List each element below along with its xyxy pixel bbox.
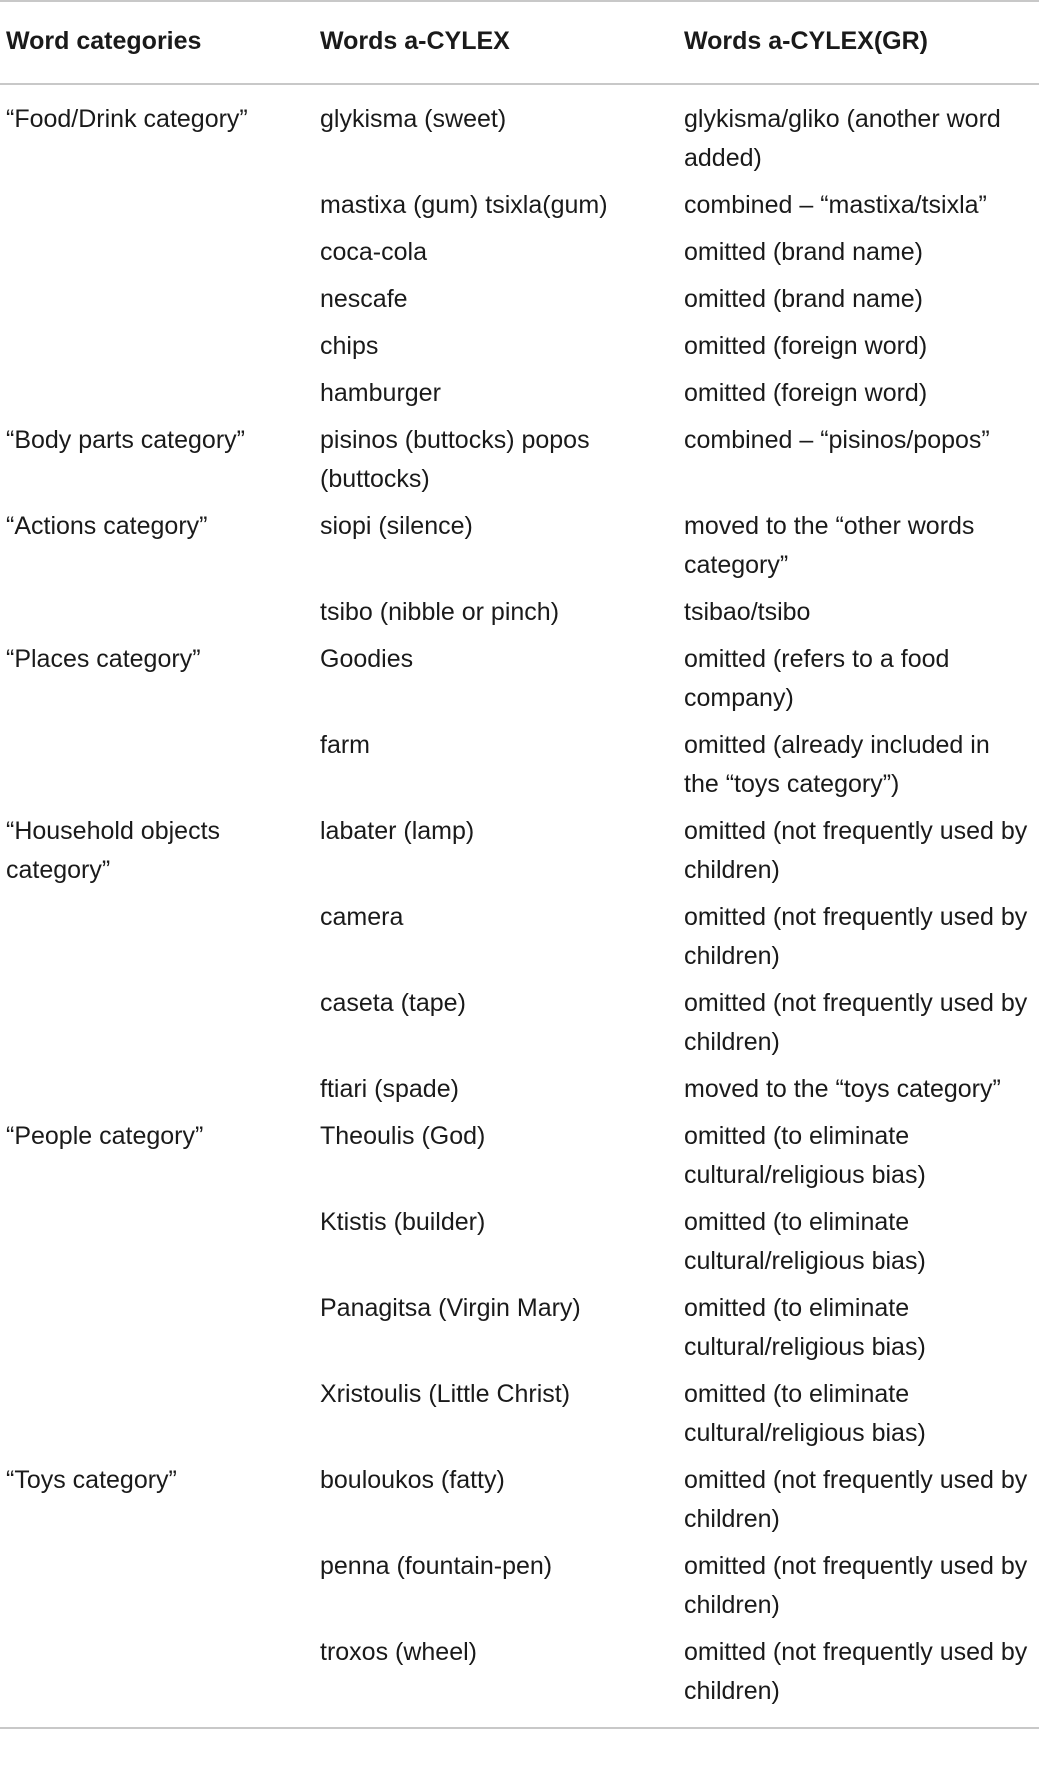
- modification-cell: [684, 327, 1039, 374]
- table-row: [0, 1117, 1039, 1203]
- modification-cell: [684, 186, 1039, 233]
- modification-cell-text: omitted (to eliminate cultural/religious bias): [684, 1208, 926, 1275]
- table-row: [0, 233, 1039, 280]
- word-cell: [320, 1633, 684, 1728]
- category-cell-text: “Food/Drink category”: [6, 105, 248, 133]
- table-row: [0, 1461, 1039, 1547]
- category-cell: [0, 1289, 320, 1375]
- word-cell: [320, 812, 684, 898]
- word-cell: [320, 1117, 684, 1203]
- table-row: [0, 1070, 1039, 1117]
- modification-cell: [684, 1375, 1039, 1461]
- category-cell: [0, 898, 320, 984]
- modification-cell-text: omitted (refers to a food company): [684, 645, 950, 712]
- word-cell: [320, 1070, 684, 1117]
- word-cell: [320, 1375, 684, 1461]
- table-row: [0, 1203, 1039, 1289]
- word-cell-text: penna (fountain-pen): [320, 1552, 553, 1580]
- word-cell: [320, 593, 684, 640]
- word-cell: [320, 1461, 684, 1547]
- category-cell: [0, 812, 320, 898]
- header-words-a-cylex: Words a-CYLEX: [320, 1, 684, 84]
- category-cell-text: “Toys category”: [6, 1466, 177, 1494]
- modification-cell: [684, 812, 1039, 898]
- table-row: [0, 1375, 1039, 1461]
- word-cell-text: bouloukos (fatty): [320, 1466, 505, 1494]
- table-row: [0, 1633, 1039, 1728]
- header-word-categories: Word categories: [0, 1, 320, 84]
- modification-cell: [684, 593, 1039, 640]
- category-cell: [0, 1547, 320, 1633]
- modification-cell: [684, 1289, 1039, 1375]
- category-cell: [0, 984, 320, 1070]
- word-cell-text: tsibo (nibble or pinch): [320, 598, 560, 626]
- word-cell-text: ftiari (spade): [320, 1075, 459, 1103]
- word-cell: [320, 84, 684, 186]
- word-cell-text: Ktistis (builder): [320, 1208, 486, 1236]
- table-row: [0, 1547, 1039, 1633]
- word-cell: [320, 186, 684, 233]
- word-cell-text: camera: [320, 903, 404, 931]
- modification-cell-text: tsibao/tsibo: [684, 598, 811, 626]
- category-cell-text: “People category”: [6, 1122, 204, 1150]
- modification-cell-text: omitted (brand name): [684, 285, 924, 313]
- category-cell-text: “Places category”: [6, 645, 201, 673]
- header-words-a-cylex-gr: Words a-CYLEX(GR): [684, 1, 1039, 84]
- modification-cell: [684, 233, 1039, 280]
- modification-cell-text: moved to the “toys category”: [684, 1075, 1001, 1103]
- category-cell: [0, 1375, 320, 1461]
- word-cell: [320, 1203, 684, 1289]
- modification-cell-text: combined – “mastixa/tsixla”: [684, 191, 987, 219]
- category-cell: [0, 593, 320, 640]
- word-cell-text: mastixa (gum) tsixla(gum): [320, 191, 608, 219]
- modification-cell: [684, 640, 1039, 726]
- table-row: [0, 812, 1039, 898]
- category-cell: [0, 280, 320, 327]
- modification-cell: [684, 1547, 1039, 1633]
- category-cell: [0, 1070, 320, 1117]
- category-cell: [0, 421, 320, 507]
- modification-cell: [684, 421, 1039, 507]
- modification-cell-text: omitted (foreign word): [684, 332, 928, 360]
- modification-cell: [684, 84, 1039, 186]
- modification-cell: [684, 280, 1039, 327]
- word-cell-text: glykisma (sweet): [320, 105, 507, 133]
- word-cell: [320, 507, 684, 593]
- category-cell: [0, 327, 320, 374]
- word-cell-text: caseta (tape): [320, 989, 466, 1017]
- category-cell: [0, 640, 320, 726]
- category-cell: [0, 84, 320, 186]
- category-cell: [0, 1203, 320, 1289]
- word-cell-text: nescafe: [320, 285, 408, 313]
- modification-cell-text: omitted (not frequently used by children): [684, 817, 1028, 884]
- category-cell: [0, 374, 320, 421]
- modification-cell: [684, 898, 1039, 984]
- word-cell-text: Xristoulis (Little Christ): [320, 1380, 571, 1408]
- table-row: [0, 374, 1039, 421]
- category-cell: [0, 233, 320, 280]
- modification-cell-text: omitted (to eliminate cultural/religious bias): [684, 1294, 926, 1361]
- category-cell: [0, 1633, 320, 1728]
- category-cell: [0, 1461, 320, 1547]
- modification-cell: [684, 984, 1039, 1070]
- table-row: [0, 507, 1039, 593]
- word-cell-text: hamburger: [320, 379, 441, 407]
- category-cell: [0, 726, 320, 812]
- word-cell-text: coca-cola: [320, 238, 427, 266]
- modification-cell-text: glykisma/gliko (another word added): [684, 105, 1001, 172]
- table-header: [0, 1, 1039, 84]
- modification-cell: [684, 1633, 1039, 1728]
- modification-cell-text: omitted (not frequently used by children): [684, 1552, 1028, 1619]
- modification-cell-text: omitted (brand name): [684, 238, 924, 266]
- modification-cell-text: combined – “pisinos/popos”: [684, 426, 990, 454]
- modification-cell: [684, 1070, 1039, 1117]
- word-cell: [320, 726, 684, 812]
- word-cell-text: chips: [320, 332, 379, 360]
- table-row: [0, 84, 1039, 186]
- category-cell-text: “Actions category”: [6, 512, 208, 540]
- modification-cell: [684, 726, 1039, 812]
- word-cell-text: farm: [320, 731, 370, 759]
- table-row: [0, 421, 1039, 507]
- category-cell-text: “Household objects category”: [6, 817, 221, 884]
- word-cell-text: pisinos (buttocks) popos (buttocks): [320, 426, 590, 493]
- modification-cell-text: omitted (already included in the “toys category”): [684, 731, 990, 798]
- modification-cell-text: moved to the “other words category”: [684, 512, 975, 579]
- modification-cell-text: omitted (to eliminate cultural/religious bias): [684, 1122, 926, 1189]
- category-cell: [0, 186, 320, 233]
- word-cell-text: Panagitsa (Virgin Mary): [320, 1294, 581, 1322]
- modification-cell-text: omitted (not frequently used by children): [684, 903, 1028, 970]
- table-body: [0, 84, 1039, 1728]
- word-cell-text: troxos (wheel): [320, 1638, 477, 1666]
- category-cell-text: “Body parts category”: [6, 426, 245, 454]
- modification-cell: [684, 507, 1039, 593]
- table-row: [0, 1289, 1039, 1375]
- word-cell-text: labater (lamp): [320, 817, 475, 845]
- table-row: [0, 186, 1039, 233]
- word-cell: [320, 233, 684, 280]
- word-cell: [320, 421, 684, 507]
- modification-cell-text: omitted (to eliminate cultural/religious bias): [684, 1380, 926, 1447]
- modification-cell-text: omitted (not frequently used by children): [684, 1638, 1028, 1705]
- word-cell: [320, 984, 684, 1070]
- word-cell: [320, 1547, 684, 1633]
- modification-cell-text: omitted (not frequently used by children): [684, 1466, 1028, 1533]
- word-cell: [320, 374, 684, 421]
- word-cell: [320, 1289, 684, 1375]
- header-row: [0, 1, 1039, 84]
- modification-cell-text: omitted (not frequently used by children): [684, 989, 1028, 1056]
- modification-cell-text: omitted (foreign word): [684, 379, 928, 407]
- word-cell: [320, 640, 684, 726]
- table-row: [0, 327, 1039, 374]
- word-cell-text: Theoulis (God): [320, 1122, 486, 1150]
- word-cell-text: siopi (silence): [320, 512, 473, 540]
- modification-cell: [684, 374, 1039, 421]
- table-row: [0, 593, 1039, 640]
- category-cell: [0, 507, 320, 593]
- modification-cell: [684, 1117, 1039, 1203]
- table-row: [0, 898, 1039, 984]
- word-cell-text: Goodies: [320, 645, 414, 673]
- table-row: [0, 640, 1039, 726]
- table-row: [0, 984, 1039, 1070]
- table-row: [0, 280, 1039, 327]
- table-row: [0, 726, 1039, 812]
- modification-cell: [684, 1461, 1039, 1547]
- word-cell: [320, 280, 684, 327]
- modification-cell: [684, 1203, 1039, 1289]
- word-cell: [320, 327, 684, 374]
- category-cell: [0, 1117, 320, 1203]
- word-cell: [320, 898, 684, 984]
